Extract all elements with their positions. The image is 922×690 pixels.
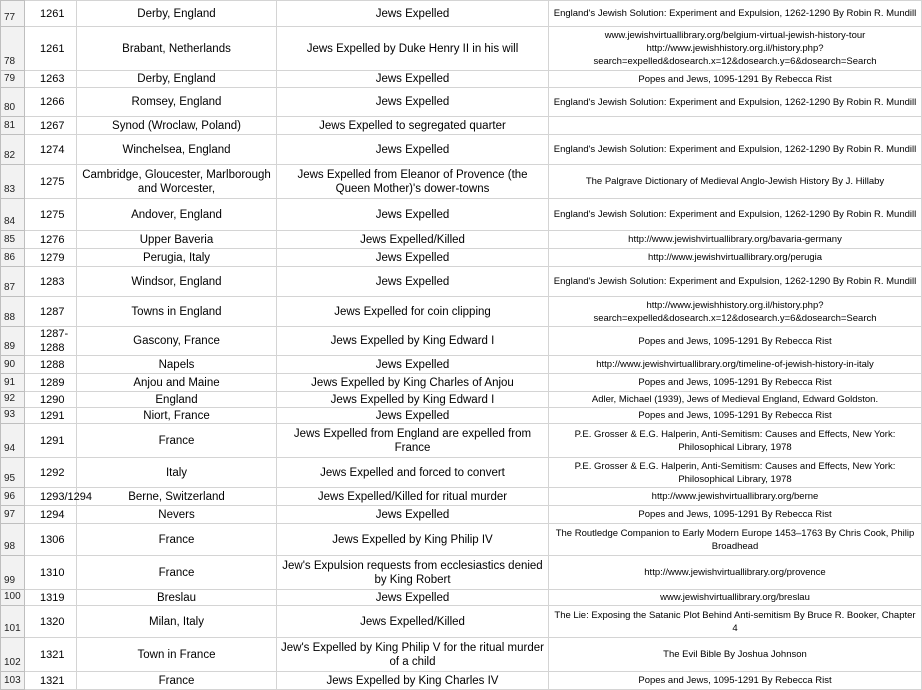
source-cell[interactable]: Popes and Jews, 1095-1291 By Rebecca Rist [549,374,922,392]
table-row [1,71,922,88]
location-cell[interactable]: France [77,672,277,690]
source-cell[interactable]: England's Jewish Solution: Experiment and Expulsion, 1262-1290 By Robin R. Mundill [549,135,922,165]
year-cell[interactable]: 1275 [25,199,77,231]
location-cell[interactable]: Breslau [77,590,277,606]
table-row [1,165,922,199]
table-row [1,135,922,165]
source-cell[interactable]: Adler, Michael (1939), Jews of Medieval England, Edward Goldston. [549,392,922,408]
year-cell[interactable]: 1289 [25,374,77,392]
source-cell[interactable]: England's Jewish Solution: Experiment and Expulsion, 1262-1290 By Robin R. Mundill [549,199,922,231]
year-cell[interactable]: 1287 [25,297,77,327]
row-header[interactable]: 80 [1,88,25,117]
row-header[interactable]: 97 [1,506,25,524]
table-row [1,327,922,356]
location-cell[interactable]: Napels [77,356,277,374]
table-row [1,231,922,249]
table-row [1,424,922,458]
source-cell[interactable]: http://www.jewishvirtuallibrary.org/provence [549,556,922,590]
source-cell[interactable]: http://www.jewishhistory.org.il/history.php?search=expelled&dosearch.x=12&dosearch.y=6&dosearch=Search [549,297,922,327]
source-cell[interactable]: Popes and Jews, 1095-1291 By Rebecca Rist [549,327,922,356]
event-cell[interactable]: Jews Expelled to segregated quarter [277,117,549,135]
event-cell[interactable]: Jews Expelled from Eleanor of Provence (the Queen Mother)'s dower-towns [277,165,549,199]
grid-body [1,1,922,690]
source-cell[interactable] [549,117,922,135]
event-cell[interactable]: Jews Expelled [277,267,549,297]
source-cell[interactable]: http://www.jewishvirtuallibrary.org/perugia [549,249,922,267]
location-cell[interactable]: Gascony, France [77,327,277,356]
event-cell[interactable]: Jews Expelled [277,71,549,88]
event-cell[interactable]: Jews Expelled by King Philip IV [277,524,549,556]
year-cell[interactable]: 1291 [25,408,77,424]
row-header[interactable]: 103 [1,672,25,690]
event-cell[interactable]: Jews Expelled by King Charles of Anjou [277,374,549,392]
location-cell[interactable]: Milan, Italy [77,606,277,638]
event-cell[interactable]: Jews Expelled/Killed for ritual murder [277,488,549,506]
table-row [1,488,922,506]
location-cell[interactable]: Cambridge, Gloucester, Marlborough and Worcester, [77,165,277,199]
location-cell[interactable]: Upper Baveria [77,231,277,249]
event-cell[interactable]: Jews Expelled for coin clipping [277,297,549,327]
table-row [1,638,922,672]
table-row [1,672,922,690]
location-cell[interactable]: Berne, Switzerland [77,488,277,506]
event-cell[interactable]: Jews Expelled [277,1,549,27]
event-cell[interactable]: Jews Expelled/Killed [277,606,549,638]
location-cell[interactable]: Brabant, Netherlands [77,27,277,71]
location-cell[interactable]: Town in France [77,638,277,672]
row-header[interactable]: 90 [1,356,25,374]
source-cell[interactable]: England's Jewish Solution: Experiment and Expulsion, 1262-1290 By Robin R. Mundill [549,267,922,297]
source-cell[interactable]: P.E. Grosser & E.G. Halperin, Anti-Semitism: Causes and Effects, New York: Philosophical Library, 1978 [549,424,922,458]
table-row [1,374,922,392]
row-header[interactable]: 92 [1,392,25,408]
year-cell[interactable]: 1283 [25,267,77,297]
year-cell[interactable]: 1263 [25,71,77,88]
year-cell[interactable]: 1267 [25,117,77,135]
source-cell[interactable]: Popes and Jews, 1095-1291 By Rebecca Rist [549,672,922,690]
location-cell[interactable]: Perugia, Italy [77,249,277,267]
source-cell[interactable]: The Evil Bible By Joshua Johnson [549,638,922,672]
row-header[interactable]: 89 [1,327,25,356]
year-cell[interactable]: 1275 [25,165,77,199]
row-header[interactable]: 79 [1,71,25,88]
row-header[interactable]: 77 [1,1,25,27]
year-cell[interactable]: 1266 [25,88,77,117]
event-cell[interactable]: Jews Expelled/Killed [277,231,549,249]
row-header[interactable]: 96 [1,488,25,506]
row-header[interactable]: 102 [1,638,25,672]
row-header[interactable]: 100 [1,590,25,606]
location-cell[interactable]: Synod (Wroclaw, Poland) [77,117,277,135]
row-header[interactable]: 85 [1,231,25,249]
row-header[interactable]: 88 [1,297,25,327]
row-header[interactable]: 84 [1,199,25,231]
event-cell[interactable]: Jews Expelled by King Edward I [277,327,549,356]
year-cell[interactable]: 1291 [25,424,77,458]
year-cell[interactable]: 1276 [25,231,77,249]
row-header[interactable]: 94 [1,424,25,458]
table-row [1,117,922,135]
table-row [1,27,922,71]
source-cell[interactable]: http://www.jewishvirtuallibrary.org/timeline-of-jewish-history-in-italy [549,356,922,374]
location-cell[interactable]: France [77,524,277,556]
location-cell[interactable]: Italy [77,458,277,488]
row-header[interactable]: 82 [1,135,25,165]
event-cell[interactable]: Jew's Expulsion requests from ecclesiastics denied by King Robert [277,556,549,590]
year-cell[interactable]: 1306 [25,524,77,556]
source-cell[interactable]: www.jewishvirtuallibrary.org/belgium-virtual-jewish-history-tour http://www.jewishhistory.org.il/history.php?search=expelled&dosearch.x=12&dosearch.y=6&dosearch=Search [549,27,922,71]
event-cell[interactable]: Jews Expelled [277,408,549,424]
year-cell[interactable]: 1293/1294 [25,488,77,506]
table-row [1,392,922,408]
year-cell[interactable]: 1287-1288 [25,327,77,356]
row-header[interactable]: 101 [1,606,25,638]
event-cell[interactable]: Jews Expelled by King Charles IV [277,672,549,690]
table-row [1,199,922,231]
table-row [1,1,922,27]
table-row [1,606,922,638]
row-header[interactable]: 93 [1,408,25,424]
location-cell[interactable]: Romsey, England [77,88,277,117]
year-cell[interactable]: 1274 [25,135,77,165]
table-row [1,356,922,374]
event-cell[interactable]: Jews Expelled [277,88,549,117]
year-cell[interactable]: 1294 [25,506,77,524]
source-cell[interactable]: Popes and Jews, 1095-1291 By Rebecca Rist [549,506,922,524]
source-cell[interactable]: Popes and Jews, 1095-1291 By Rebecca Rist [549,71,922,88]
year-cell[interactable]: 1321 [25,672,77,690]
year-cell[interactable]: 1310 [25,556,77,590]
event-cell[interactable]: Jews Expelled [277,506,549,524]
row-header[interactable]: 95 [1,458,25,488]
row-header[interactable]: 87 [1,267,25,297]
location-cell[interactable]: Towns in England [77,297,277,327]
event-cell[interactable]: Jews Expelled [277,199,549,231]
table-row [1,556,922,590]
location-cell[interactable]: Derby, England [77,71,277,88]
event-cell[interactable]: Jews Expelled from England are expelled from France [277,424,549,458]
table-row [1,88,922,117]
source-cell[interactable]: Popes and Jews, 1095-1291 By Rebecca Rist [549,408,922,424]
location-cell[interactable]: Andover, England [77,199,277,231]
table-row [1,590,922,606]
year-cell[interactable]: 1292 [25,458,77,488]
year-cell[interactable]: 1261 [25,1,77,27]
location-cell[interactable]: France [77,556,277,590]
location-cell[interactable]: Niort, France [77,408,277,424]
source-cell[interactable]: P.E. Grosser & E.G. Halperin, Anti-Semitism: Causes and Effects, New York: Philosophical Library, 1978 [549,458,922,488]
event-cell[interactable]: Jews Expelled by King Edward I [277,392,549,408]
event-cell[interactable]: Jews Expelled [277,249,549,267]
source-cell[interactable]: England's Jewish Solution: Experiment and Expulsion, 1262-1290 By Robin R. Mundill [549,88,922,117]
location-cell[interactable]: England [77,392,277,408]
event-cell[interactable]: Jews Expelled [277,356,549,374]
table-row [1,297,922,327]
year-cell[interactable]: 1288 [25,356,77,374]
table-row [1,249,922,267]
row-header[interactable]: 78 [1,27,25,71]
year-cell[interactable]: 1261 [25,27,77,71]
location-cell[interactable]: Winchelsea, England [77,135,277,165]
row-header[interactable]: 91 [1,374,25,392]
table-row [1,506,922,524]
table-row [1,267,922,297]
source-cell[interactable]: The Routledge Companion to Early Modern Europe 1453–1763 By Chris Cook, Philip Broadhead [549,524,922,556]
row-header[interactable]: 81 [1,117,25,135]
location-cell[interactable]: Anjou and Maine [77,374,277,392]
year-cell[interactable]: 1319 [25,590,77,606]
source-cell[interactable]: England's Jewish Solution: Experiment and Expulsion, 1262-1290 By Robin R. Mundill [549,1,922,27]
year-cell[interactable]: 1279 [25,249,77,267]
event-cell[interactable]: Jew's Expelled by King Philip V for the ritual murder of a child [277,638,549,672]
source-cell[interactable]: The Palgrave Dictionary of Medieval Anglo-Jewish History By J. Hillaby [549,165,922,199]
event-cell[interactable]: Jews Expelled [277,135,549,165]
event-cell[interactable]: Jews Expelled [277,590,549,606]
table-row [1,458,922,488]
location-cell[interactable]: Nevers [77,506,277,524]
source-cell[interactable]: http://www.jewishvirtuallibrary.org/bavaria-germany [549,231,922,249]
table-row [1,408,922,424]
source-cell[interactable]: The Lie: Exposing the Satanic Plot Behind Anti-semitism By Bruce R. Booker, Chapter 4 [549,606,922,638]
location-cell[interactable]: Windsor, England [77,267,277,297]
event-cell[interactable]: Jews Expelled by Duke Henry II in his will [277,27,549,71]
source-cell[interactable]: http://www.jewishvirtuallibrary.org/berne [549,488,922,506]
year-cell[interactable]: 1290 [25,392,77,408]
row-header[interactable]: 98 [1,524,25,556]
source-cell[interactable]: www.jewishvirtuallibrary.org/breslau [549,590,922,606]
row-header[interactable]: 99 [1,556,25,590]
table-row [1,524,922,556]
year-cell[interactable]: 1321 [25,638,77,672]
location-cell[interactable]: France [77,424,277,458]
row-header[interactable]: 83 [1,165,25,199]
row-header[interactable]: 86 [1,249,25,267]
event-cell[interactable]: Jews Expelled and forced to convert [277,458,549,488]
location-cell[interactable]: Derby, England [77,1,277,27]
year-cell[interactable]: 1320 [25,606,77,638]
